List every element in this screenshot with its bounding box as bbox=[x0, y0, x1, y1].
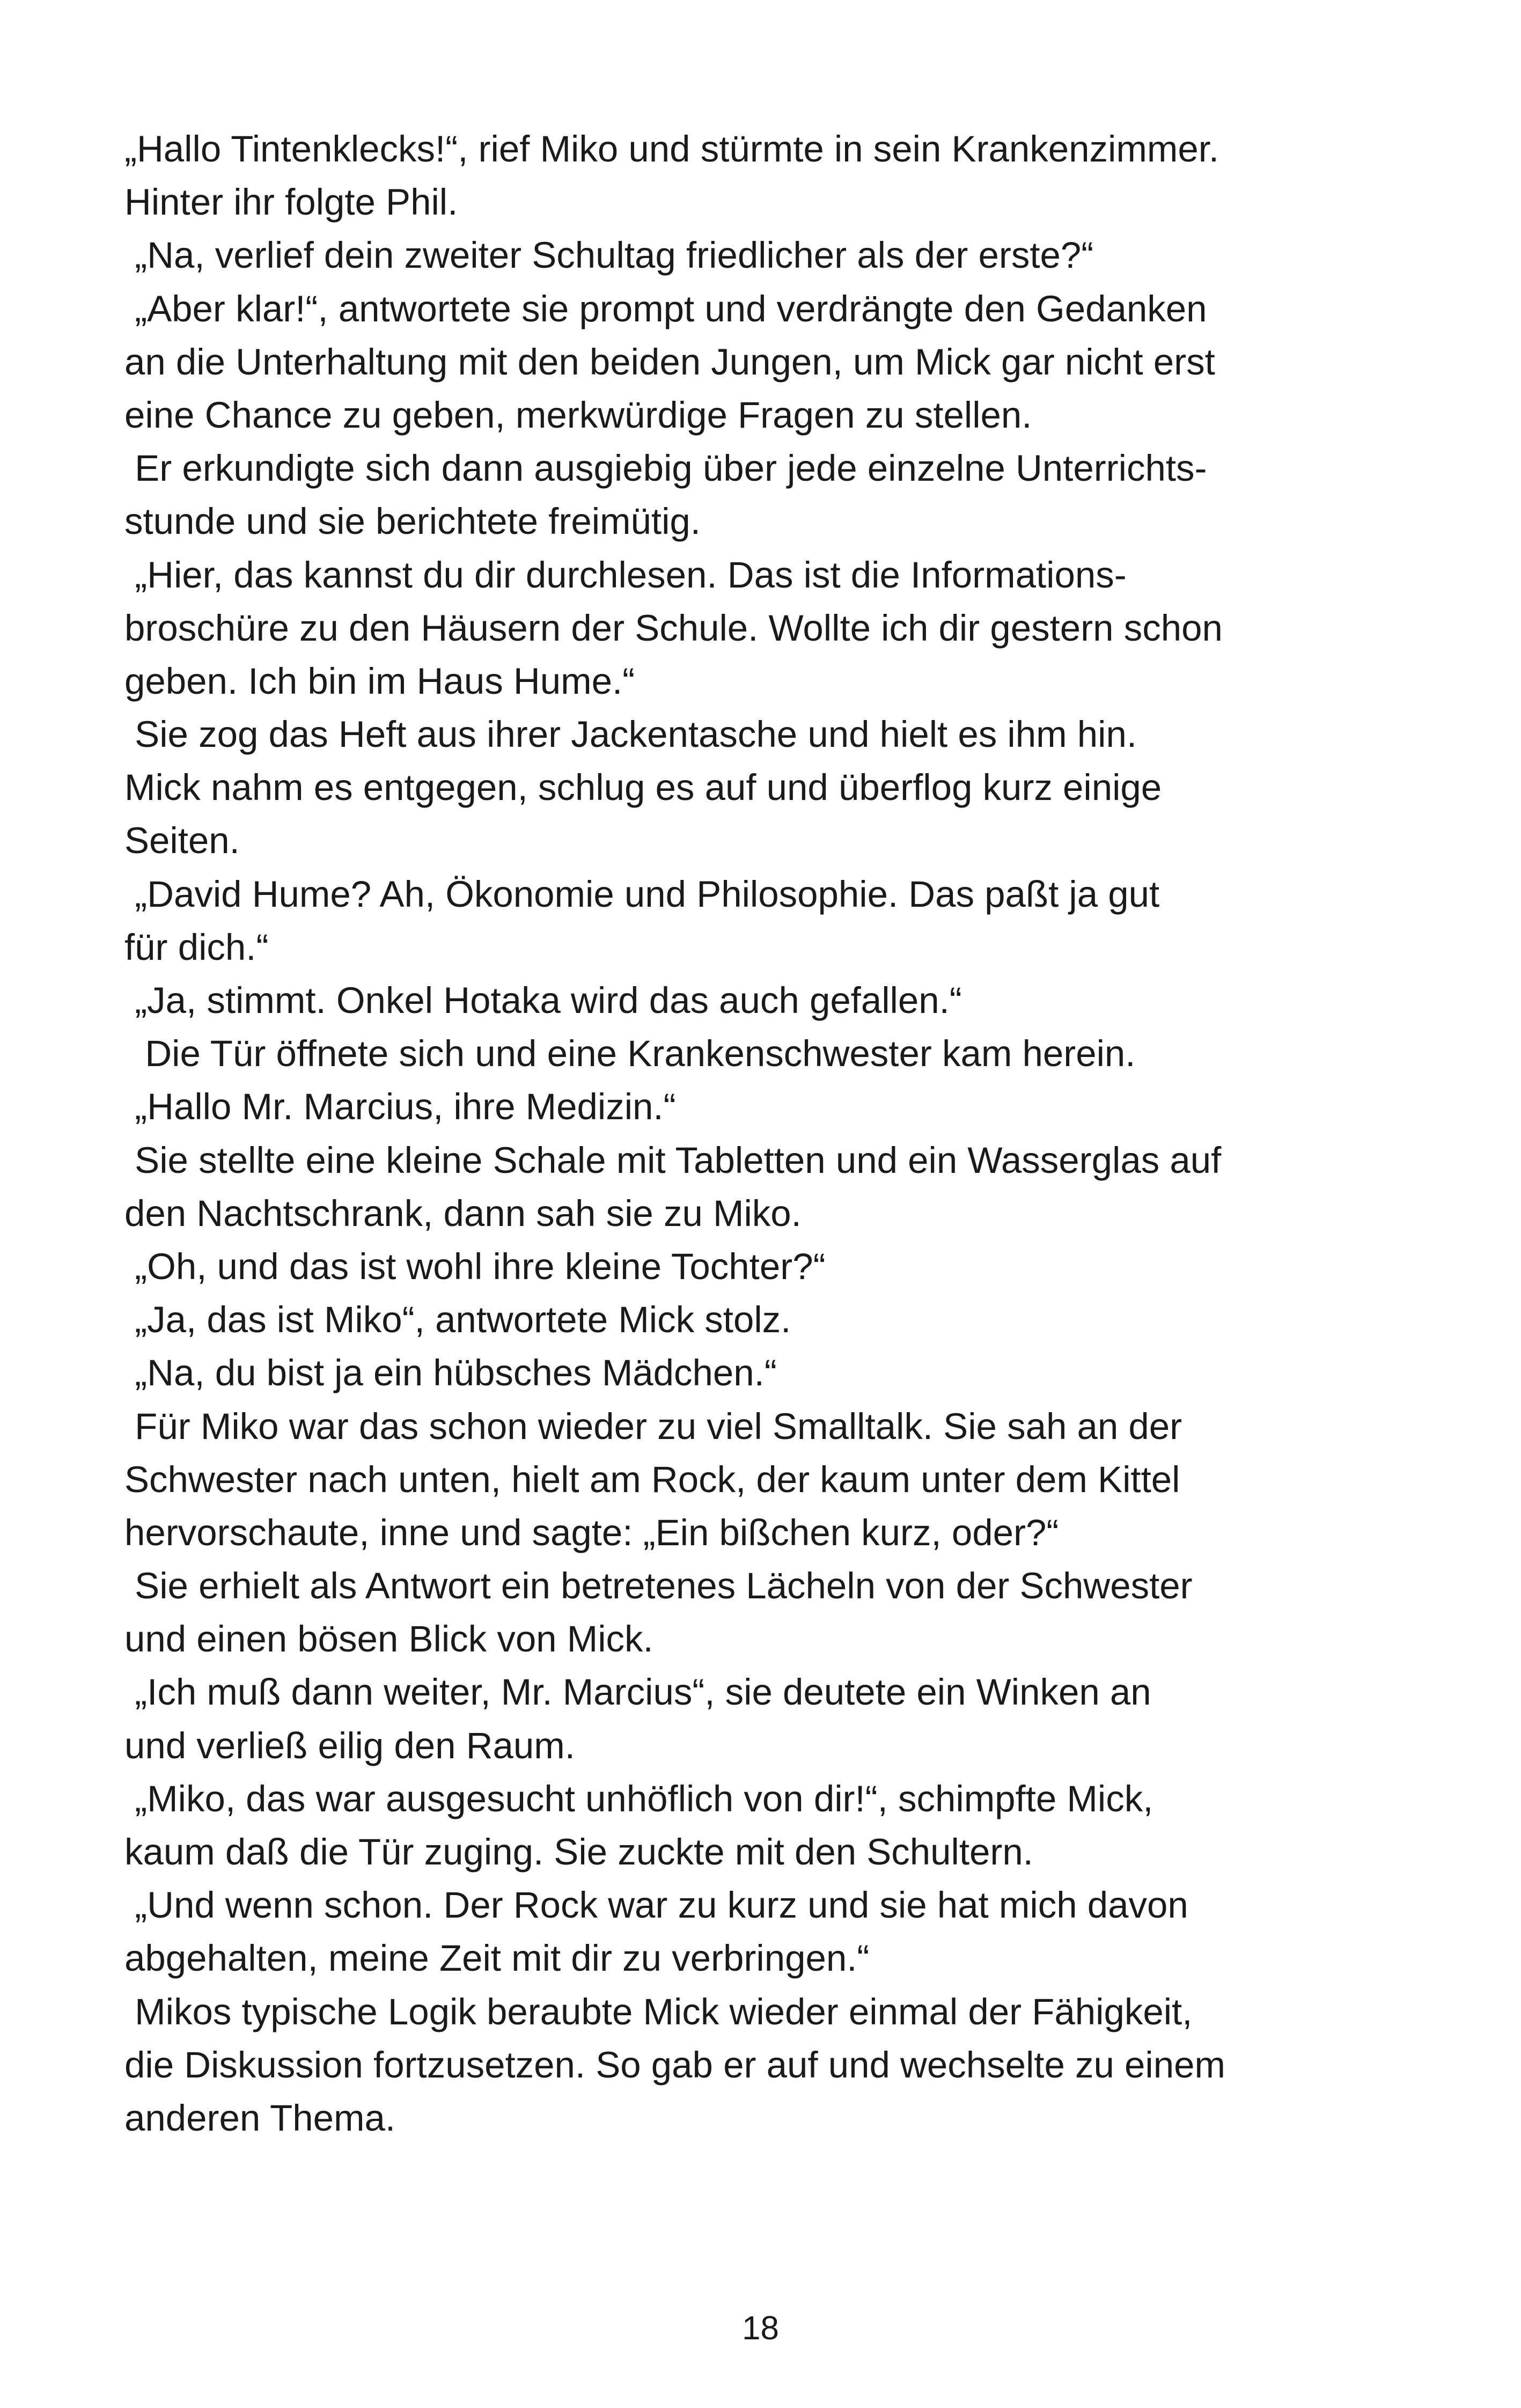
text-line: Sie stellte eine kleine Schale mit Tabletten und ein Wasserglas auf bbox=[124, 1139, 1222, 1181]
text-line: „Hier, das kannst du dir durchlesen. Das ist die Informations- bbox=[124, 554, 1127, 596]
text-line: Sie zog das Heft aus ihrer Jackentasche und hielt es ihm hin. bbox=[124, 714, 1137, 755]
text-line: und verließ eilig den Raum. bbox=[124, 1724, 575, 1766]
text-line: den Nachtschrank, dann sah sie zu Miko. bbox=[124, 1192, 802, 1234]
text-line: stunde und sie berichtete freimütig. bbox=[124, 501, 701, 542]
text-line: „Ich muß dann weiter, Mr. Marcius“, sie deutete ein Winken an bbox=[124, 1671, 1151, 1713]
text-line: an die Unterhaltung mit den beiden Jungen, um Mick gar nicht erst bbox=[124, 341, 1215, 383]
text-line: „David Hume? Ah, Ökonomie und Philosophie. Das paßt ja gut bbox=[124, 873, 1160, 915]
text-line: „Und wenn schon. Der Rock war zu kurz und sie hat mich davon bbox=[124, 1884, 1188, 1926]
text-line: „Na, verlief dein zweiter Schultag friedlicher als der erste?“ bbox=[124, 234, 1094, 276]
text-line: „Oh, und das ist wohl ihre kleine Tochter?“ bbox=[124, 1245, 826, 1287]
text-line: „Ja, das ist Miko“, antwortete Mick stolz. bbox=[124, 1299, 791, 1341]
text-line: Hinter ihr folgte Phil. bbox=[124, 181, 458, 223]
text-line: eine Chance zu geben, merkwürdige Fragen zu stellen. bbox=[124, 394, 1032, 436]
text-line: anderen Thema. bbox=[124, 2097, 396, 2139]
text-line: Sie erhielt als Antwort ein betretenes Lächeln von der Schwester bbox=[124, 1565, 1193, 1607]
text-line: Seiten. bbox=[124, 820, 240, 862]
text-line: Die Tür öffnete sich und eine Krankenschwester kam herein. bbox=[124, 1033, 1136, 1075]
text-line: broschüre zu den Häusern der Schule. Wollte ich dir gestern schon bbox=[124, 607, 1223, 649]
text-line: „Aber klar!“, antwortete sie prompt und verdrängte den Gedanken bbox=[124, 288, 1207, 329]
body-text bbox=[124, 122, 1412, 2145]
page-number: 18 bbox=[742, 2310, 779, 2347]
text-line: geben. Ich bin im Haus Hume.“ bbox=[124, 660, 635, 702]
text-line: Mikos typische Logik beraubte Mick wieder einmal der Fähigkeit, bbox=[124, 1991, 1193, 2032]
text-line: „Na, du bist ja ein hübsches Mädchen.“ bbox=[124, 1352, 777, 1394]
text-line: und einen bösen Blick von Mick. bbox=[124, 1618, 653, 1660]
text-line: Schwester nach unten, hielt am Rock, der kaum unter dem Kittel bbox=[124, 1458, 1180, 1500]
text-line: für dich.“ bbox=[124, 926, 269, 968]
text-line: abgehalten, meine Zeit mit dir zu verbringen.“ bbox=[124, 1937, 870, 1979]
text-line: hervorschaute, inne und sagte: „Ein bißchen kurz, oder?“ bbox=[124, 1511, 1059, 1553]
text-line: „Hallo Tintenklecks!“, rief Miko und stürmte in sein Krankenzimmer. bbox=[124, 128, 1219, 170]
text-line: Er erkundigte sich dann ausgiebig über jede einzelne Unterrichts- bbox=[124, 447, 1207, 489]
text-line: Mick nahm es entgegen, schlug es auf und überflog kurz einige bbox=[124, 767, 1162, 809]
text-line: „Hallo Mr. Marcius, ihre Medizin.“ bbox=[124, 1086, 676, 1128]
text-line: die Diskussion fortzusetzen. So gab er auf und wechselte zu einem bbox=[124, 2044, 1225, 2086]
text-line: „Ja, stimmt. Onkel Hotaka wird das auch gefallen.“ bbox=[124, 980, 962, 1021]
text-line: kaum daß die Tür zuging. Sie zuckte mit den Schultern. bbox=[124, 1831, 1033, 1873]
text-line: „Miko, das war ausgesucht unhöflich von dir!“, schimpfte Mick, bbox=[124, 1778, 1153, 1819]
text-line: Für Miko war das schon wieder zu viel Smalltalk. Sie sah an der bbox=[124, 1405, 1182, 1447]
